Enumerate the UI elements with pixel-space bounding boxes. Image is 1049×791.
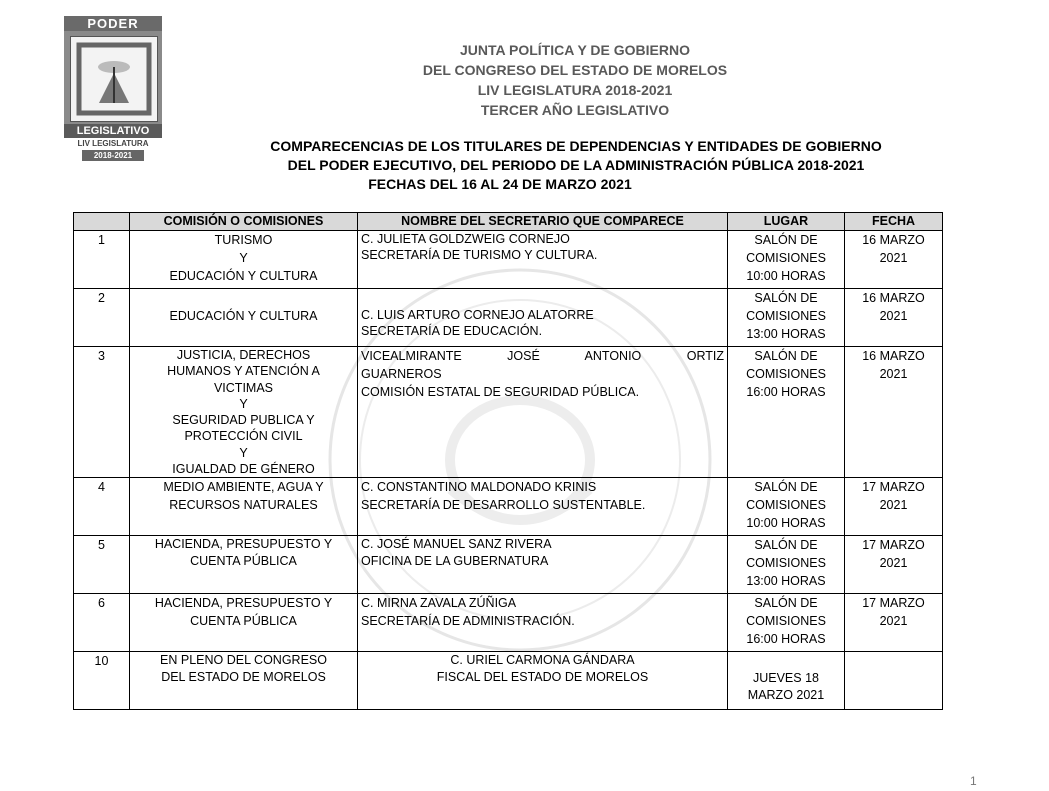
row-fecha [845, 652, 943, 710]
title-line-3: FECHAS DEL 16 AL 24 DE MARZO 2021 [368, 176, 632, 192]
lugar-line: 13:00 HORAS [746, 574, 826, 589]
header-comision: COMISIÓN O COMISIONES [130, 213, 358, 231]
lugar-line: COMISIONES [746, 556, 826, 571]
table-row [74, 652, 943, 710]
comision-line: RECURSOS NATURALES [169, 498, 318, 513]
title-line-2: DEL PODER EJECUTIVO, DEL PERIODO DE LA ADMINISTRACIÓN PÚBLICA 2018-2021 [287, 157, 865, 173]
row-number: 5 [74, 536, 130, 594]
comision-line: PROTECCIÓN CIVIL [184, 429, 303, 444]
comision-line: IGUALDAD DE GÉNERO [172, 462, 315, 477]
secretario-name: C. LUIS ARTURO CORNEJO ALATORRE [361, 308, 594, 322]
fecha-line: 2021 [879, 556, 908, 571]
comision-line: EDUCACIÓN Y CULTURA [169, 269, 318, 283]
logo-seal [64, 31, 162, 125]
secretario-cargo: FISCAL DEL ESTADO DE MORELOS [436, 669, 649, 684]
header-nombre: NOMBRE DEL SECRETARIO QUE COMPARECE [358, 213, 728, 231]
table-row [74, 536, 943, 594]
secretario-name-cont: GUARNEROS [361, 367, 442, 381]
comision-line: EN PLENO DEL CONGRESO [160, 653, 327, 668]
fecha-line: 2021 [879, 367, 908, 381]
row-comision [130, 289, 358, 347]
header-line-1: JUNTA POLÍTICA Y DE GOBIERNO [460, 42, 690, 58]
lugar-line: COMISIONES [746, 309, 826, 323]
table-header-row [74, 213, 943, 231]
secretario-cargo: SECRETARÍA DE EDUCACIÓN. [361, 324, 543, 339]
secretario-name: C. JULIETA GOLDZWEIG CORNEJO [361, 232, 570, 246]
comision-line: EDUCACIÓN Y CULTURA [169, 309, 318, 323]
row-number: 6 [74, 594, 130, 652]
secretario-name: C. JOSÉ MANUEL SANZ RIVERA [361, 537, 552, 552]
row-fecha [845, 594, 943, 652]
fecha-line: 17 MARZO [862, 596, 925, 611]
row-comision [130, 652, 358, 710]
header-lugar: LUGAR [728, 213, 845, 231]
fecha-line: 2021 [879, 614, 908, 629]
secretario-name: C. CONSTANTINO MALDONADO KRINIS [361, 480, 597, 495]
logo-years: 2018-2021 [82, 150, 144, 161]
secretario-cargo: SECRETARÍA DE DESARROLLO SUSTENTABLE. [361, 498, 646, 513]
secretario-name: C. URIEL CARMONA GÁNDARA [450, 653, 635, 668]
row-number: 1 [74, 231, 130, 289]
row-comision [130, 347, 358, 478]
lugar-line: 10:00 HORAS [746, 269, 826, 283]
fecha-line: 2021 [879, 498, 908, 513]
comision-line: HACIENDA, PRESUPUESTO Y [154, 537, 333, 552]
lugar-line: COMISIONES [746, 367, 826, 381]
lugar-line: COMISIONES [746, 614, 826, 629]
secretario-cargo: COMISIÓN ESTATAL DE SEGURIDAD PÚBLICA. [361, 385, 640, 399]
fecha-line: 2021 [879, 251, 908, 265]
row-number: 10 [74, 652, 130, 710]
fecha-line: 17 MARZO [862, 538, 925, 553]
row-lugar [728, 289, 845, 347]
lugar-line: COMISIONES [746, 498, 826, 513]
page-number: 1 [970, 774, 977, 788]
comision-line: Y [239, 445, 248, 460]
row-lugar [728, 231, 845, 289]
lugar-line: SALÓN DE [754, 538, 818, 553]
lugar-line: SALÓN DE [754, 349, 818, 363]
lugar-line: COMISIONES [746, 251, 826, 265]
table-row [74, 231, 943, 289]
comision-line: CUENTA PÚBLICA [190, 614, 297, 629]
row-lugar [728, 347, 845, 478]
title-line-1: COMPARECENCIAS DE LOS TITULARES DE DEPENDENCIAS Y ENTIDADES DE GOBIERNO [270, 138, 882, 154]
row-fecha [845, 231, 943, 289]
poder-legislativo-logo [64, 16, 162, 164]
comision-line: HUMANOS Y ATENCIÓN A [167, 364, 320, 379]
lugar-line: 13:00 HORAS [746, 327, 826, 341]
row-comision [130, 478, 358, 536]
row-lugar [728, 536, 845, 594]
logo-legislatura: LIV LEGISLATURA [77, 139, 149, 148]
row-nombre [358, 289, 728, 347]
header-line-2: DEL CONGRESO DEL ESTADO DE MORELOS [422, 62, 728, 78]
comision-line: HACIENDA, PRESUPUESTO Y [154, 596, 333, 611]
row-comision [130, 231, 358, 289]
comision-line: CUENTA PÚBLICA [190, 553, 297, 568]
comision-line: MEDIO AMBIENTE, AGUA Y [163, 480, 324, 495]
table-row [74, 347, 943, 478]
row-nombre [358, 652, 728, 710]
logo-top-text: PODER [64, 16, 162, 31]
fecha-line: 2021 [879, 309, 908, 323]
fecha-line: 16 MARZO [862, 291, 925, 305]
lugar-line: MARZO 2021 [747, 687, 825, 702]
secretario-cargo: SECRETARÍA DE TURISMO Y CULTURA. [361, 248, 598, 263]
row-fecha [845, 536, 943, 594]
comision-line: DEL ESTADO DE MORELOS [161, 669, 326, 684]
comision-line: Y [239, 396, 248, 411]
fecha-line: 16 MARZO [862, 349, 925, 363]
row-nombre [358, 231, 728, 289]
lugar-line: SALÓN DE [754, 233, 818, 247]
comision-line: VICTIMAS [213, 380, 274, 395]
lugar-line: SALÓN DE [754, 480, 818, 495]
lugar-line: 10:00 HORAS [746, 516, 826, 531]
row-fecha [845, 289, 943, 347]
secretario-cargo: SECRETARÍA DE ADMINISTRACIÓN. [361, 614, 575, 629]
row-fecha [845, 347, 943, 478]
table-row [74, 478, 943, 536]
row-fecha [845, 478, 943, 536]
row-lugar [728, 652, 845, 710]
header-fecha: FECHA [845, 213, 943, 231]
secretario-name: VICEALMIRANTE JOSÉ ANTONIO ORTIZ [361, 349, 724, 363]
comision-line: Y [239, 251, 248, 265]
lugar-line: 16:00 HORAS [746, 632, 826, 647]
secretario-cargo: OFICINA DE LA GUBERNATURA [361, 553, 549, 568]
header-line-3: LIV LEGISLATURA 2018-2021 [477, 82, 673, 98]
row-comision [130, 536, 358, 594]
fecha-line: 17 MARZO [862, 480, 925, 495]
fecha-line: 16 MARZO [862, 233, 925, 247]
table-row [74, 594, 943, 652]
seal-emblem-icon [71, 37, 157, 121]
row-number: 4 [74, 478, 130, 536]
table-row [74, 289, 943, 347]
row-nombre [358, 478, 728, 536]
lugar-line: 16:00 HORAS [746, 385, 826, 399]
comision-line: SEGURIDAD PUBLICA Y [172, 413, 315, 428]
row-comision [130, 594, 358, 652]
row-nombre [358, 594, 728, 652]
row-lugar [728, 478, 845, 536]
comparecencias-table [73, 212, 943, 710]
lugar-line: SALÓN DE [754, 291, 818, 305]
lugar-line: JUEVES 18 [752, 671, 819, 686]
row-number: 2 [74, 289, 130, 347]
comision-line: TURISMO [214, 233, 273, 247]
row-lugar [728, 594, 845, 652]
header-line-4: TERCER AÑO LEGISLATIVO [480, 102, 670, 118]
secretario-name: C. MIRNA ZAVALA ZÚÑIGA [361, 596, 517, 611]
lugar-line: SALÓN DE [754, 596, 818, 611]
row-number: 3 [74, 347, 130, 478]
row-nombre [358, 536, 728, 594]
logo-bottom-text: LEGISLATIVO [64, 124, 162, 138]
row-nombre [358, 347, 728, 478]
comision-line: JUSTICIA, DERECHOS [176, 348, 311, 362]
header-num [74, 213, 130, 231]
